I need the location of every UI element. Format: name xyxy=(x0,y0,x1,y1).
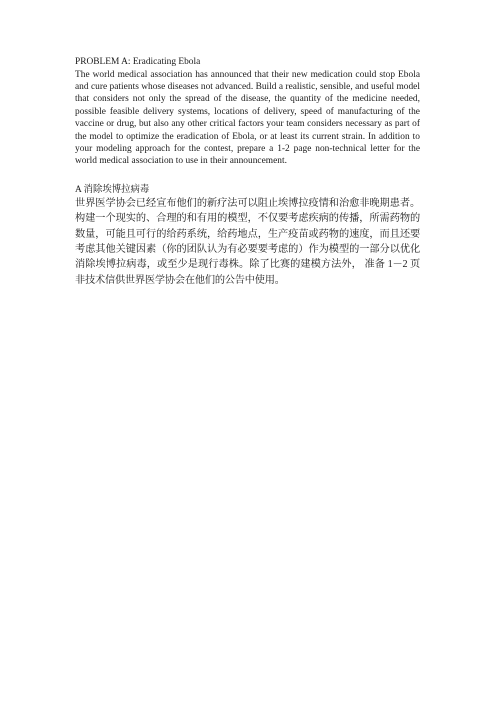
english-problem-statement: The world medical association has announced that their new medication could stop Ebola and cure patients whose diseases not advanced. Build a realistic, sensible, and useful model that considers not only the spread of the disease, the quantity of the medicine needed, possible feasible delivery systems, locations of delivery, speed of manufacturing of the vaccine or drug, but also any other critical factors your team considers necessary as part of the model to optimize the eradication of Ebola, or at least its current strain. In addition to your modeling approach for the contest, prepare a 1-2 page non-technical letter for the world medical association to use in their announcement. xyxy=(75,69,420,167)
document-content xyxy=(75,57,420,288)
chinese-problem-statement: 世界医学协会已经宣布他们的新疗法可以阻止埃博拉疫情和治愈非晚期患者。构建一个现实的、合理的和有用的模型，不仅要考虑疾病的传播，所需药物的数量，可能且可行的给药系统，给药地点，生产疫苗或药物的速度，而且还要考虑其他关键因素（你的团队认为有必要要考虑的）作为模型的一部分以优化消除埃博拉病毒，或至少是现行毒株。除了比赛的建模方法外， 准备 1－2 页非技术信供世界医学协会在他们的公告中使用。 xyxy=(75,197,420,286)
chinese-problem-title: A 消除埃博拉病毒 xyxy=(75,184,150,195)
english-problem-title: PROBLEM A: Eradicating Ebola xyxy=(75,57,201,67)
section-spacer xyxy=(75,168,420,184)
